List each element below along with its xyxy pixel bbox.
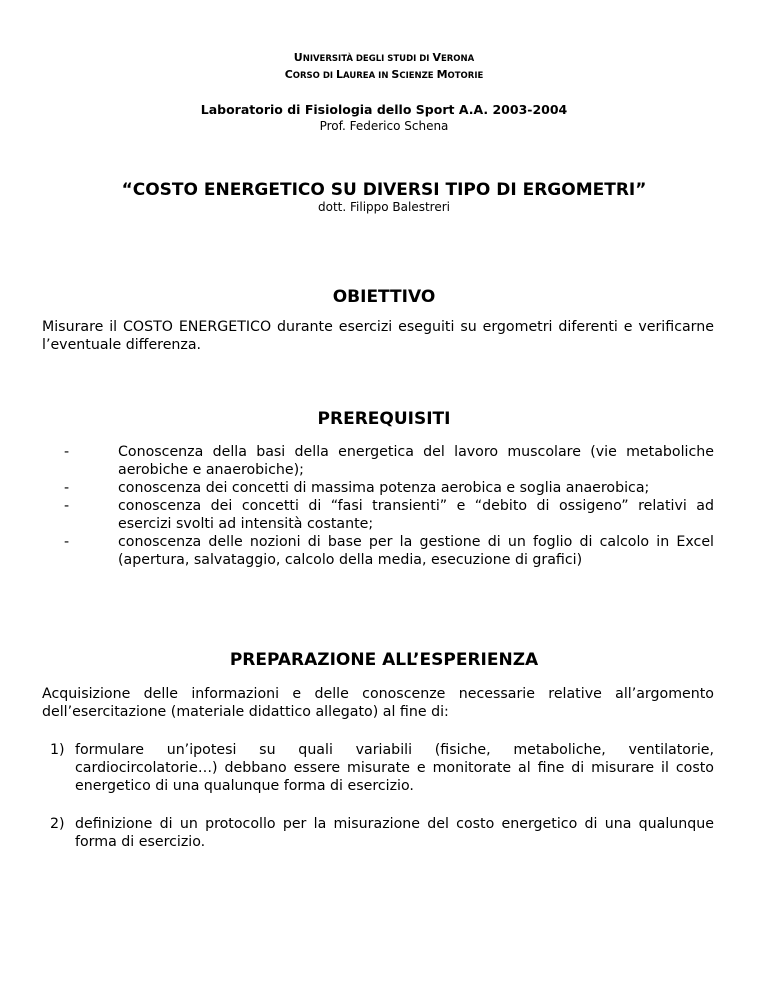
item-number: 1) (50, 742, 65, 758)
prerequisiti-list (42, 443, 714, 569)
list-item: - conoscenza dei concetti di massima potenza aerobica e soglia anaerobica; (64, 480, 650, 496)
item-number: 2) (50, 816, 65, 832)
item-text: definizione di un protocollo per la misurazione del costo energetico di una qualunque forma di esercizio. (75, 816, 714, 850)
dash-bullet: - (64, 480, 70, 496)
heading-prerequisiti: PREREQUISITI (317, 409, 451, 429)
heading-preparazione: PREPARAZIONE ALL’ESPERIENZA (229, 650, 539, 670)
obiettivo-text: Misurare il COSTO ENERGETICO durante esercizi eseguiti su ergometri diferenti e verificarne l’eventuale differenza. (42, 319, 714, 353)
dash-bullet: - (64, 534, 70, 550)
item-text: formulare un’ipotesi su quali variabili (fisiche, metaboliche, ventilatorie, cardiocircolatorie…) debbano essere misurate e monitorate al fine di misurare il costo energetico di una qualunque forma di esercizio. (75, 742, 714, 794)
list-item: - conoscenza dei concetti di “fasi transienti” e “debito di ossigeno” relativi ad esercizi svolti ad intensità costante; (64, 498, 714, 532)
preparazione-intro: Acquisizione delle informazioni e delle conoscenze necessarie relative all’argomento dell’esercitazione (materiale didattico allegato) al fine di: (42, 686, 714, 720)
numbered-item (42, 741, 714, 795)
heading-obiettivo: OBIETTIVO (332, 287, 436, 307)
dash-bullet: - (64, 444, 70, 460)
dash-bullet: - (64, 498, 70, 514)
list-item: - Conoscenza della basi della energetica del lavoro muscolare (vie metaboliche aerobiche e anaerobiche); (64, 444, 714, 478)
course-line: CORSO DI LAUREA IN SCIENZE MOTORIE (284, 68, 484, 81)
university-line: UNIVERSITÀ DEGLI STUDI DI VERONA (293, 51, 475, 64)
university-header (0, 50, 768, 84)
document-title: “COSTO ENERGETICO SU DIVERSI TIPO DI ERGOMETRI” (121, 180, 647, 200)
list-item: - conoscenza delle nozioni di base per la gestione di un foglio di calcolo in Excel (apertura, salvataggio, calcolo della media, esecuzione di grafici) (64, 534, 714, 568)
lab-title: Laboratorio di Fisiologia dello Sport A.A. 2003-2004 (200, 102, 568, 117)
numbered-item (42, 815, 714, 851)
professor-name: Prof. Federico Schena (319, 119, 449, 133)
document-author: dott. Filippo Balestreri (318, 200, 450, 214)
